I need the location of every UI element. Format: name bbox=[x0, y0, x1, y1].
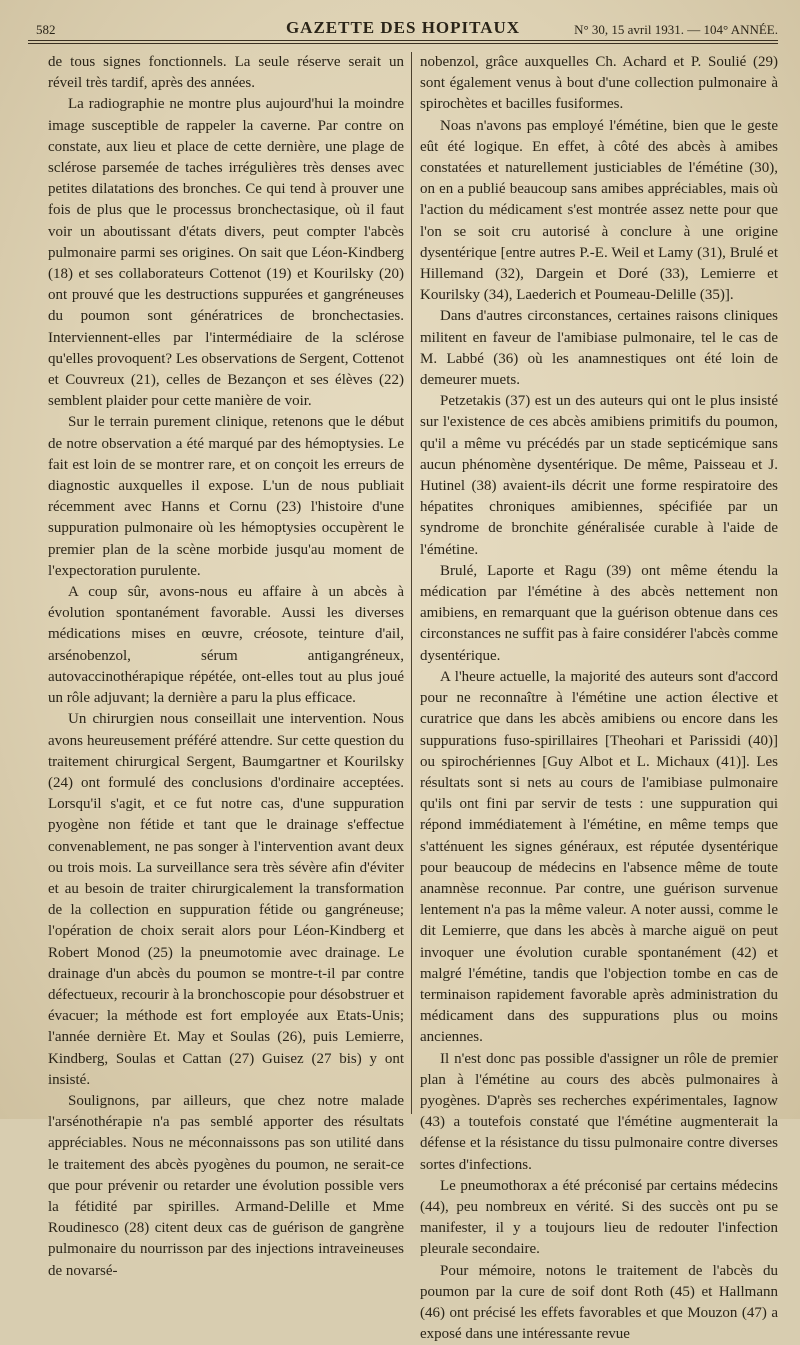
paragraph: Noas n'avons pas employé l'émétine, bien que le geste eût été logique. En effet, à côté des abcès à amibes constatées et naturellement justiciables de l'émétine (30), on en a publié beaucoup sans amibes appréciables, mais où l'action du médicament s'est montrée assez nette pour que l'on se soit cru autorisé à conclure à une origine dysentérique [entre autres P.-E. Weil et Lamy (31), Brulé et Hillemand (32), Dargein et Doré (33), Lemierre et Kourilsky (34), Laederich et Poumeau-Delille (35)]. bbox=[420, 117, 778, 304]
paragraph: Brulé, Laporte et Ragu (39) ont même étendu la médication par l'émétine à des abcès nettement non amibiens, en remarquant que la guérison obtenue dans ces circonstances ne suffit pas à faire considérer l'abcès comme dysentérique. bbox=[420, 562, 778, 664]
paragraph: A l'heure actuelle, la majorité des auteurs sont d'accord pour ne reconnaître à l'émétine une action élective et curatrice que dans les abcès amibiens ou encore dans les suppurations fuso-spirillaires [Theohari et Parissidi (40)] ou spirochériennes [Guy Albot et L. Michaux (41)]. Les résultats sont si nets au cours de l'amibiase pulmonaire qu'ils ont fini par servir de tests : une suppuration qui répond immédiatement à l'émétine, en même temps que s'atténuent les signes généraux, est réputée dysentérique pour beaucoup de médecins en l'absence même de toute anamnèse reconnue. Par contre, une guérison survenue lentement n'a pas la même valeur. A noter aussi, comme le dit Lemierre, que dans les abcès à marche aiguë on peut invoquer une évolution curable spontanément (42) et malgré l'émétine, tandis que l'objection tombe en cas de terminaison rapidement favorable après administration du médicament dans des suppurations plus ou moins anciennes. bbox=[420, 668, 778, 1046]
paragraph: Un chirurgien nous conseillait une intervention. Nous avons heureusement préféré attendre. Sur cette question du traitement chirurgical Sergent, Baumgartner et Kourilsky (24) ont formulé des conclusions d'ordinaire acceptées. Lorsqu'il s'agit, et ce fut notre cas, d'une suppuration pyogène non fétide et tant que le drainage s'effectue convenablement, ne pas songer à l'intervention avant deux ou trois mois. La surveillance sera très sévère afin d'éviter et au besoin de traiter chirurgicalement la transformation de la collection en suppuration fétide ou gangréneuse; l'opération de choix serait alors pour Léon-Kindberg et Robert Monod (25) la pneumotomie avec drainage. Le drainage d'un abcès du poumon se montre-t-il par contre défectueux, recourir à la bronchoscopie pour désobstruer et évacuer; la méthode est fort employée aux Etats-Unis; l'année dernière Et. May et Soulas (26), puis Lemierre, Kindberg, Soulas et Cattan (27) Guisez (27 bis) y ont insisté. bbox=[48, 711, 404, 1088]
column-divider bbox=[411, 52, 412, 1114]
paragraph: Il n'est donc pas possible d'assigner un rôle de premier plan à l'émétine au cours des abcès pulmonaires à pyogènes. D'après ses recherches expérimentales, Iagnow (43) a toutefois constaté que l'émétine augmenterait la défense et la résistance du tissu pulmonaire contre diverses sortes d'infections. bbox=[420, 1050, 778, 1173]
paragraph: de tous signes fonctionnels. La seule réserve serait un réveil très tardif, après des années. bbox=[48, 54, 404, 92]
paragraph: A coup sûr, avons-nous eu affaire à un abcès à évolution spontanément favorable. Aussi les diverses médications mises en œuvre, créosote, teinture d'ail, arsénobenzol, sérum antigangréneux, autovaccinothérapique répétée, ont-elles tout au plus joué un rôle adjuvant; la dernière a paru la plus efficace. bbox=[48, 584, 404, 707]
paragraph: Petzetakis (37) est un des auteurs qui ont le plus insisté sur l'existence de ces abcès amibiens primitifs du poumon, qu'il a même vu précédés par un stade septicémique sans aucun phénomène dysentérique. De même, Paisseau et J. Hutinel (38) avaient-ils décrit une forme respiratoire des hépatites chroniques amibiennes, spécifiée par un syndrome de bronchite généralisée curable à l'aide de l'émétine. bbox=[420, 393, 778, 558]
paragraph: Sur le terrain purement clinique, retenons que le début de notre observation a été marqué par des hémoptysies. Le fait est loin de se montrer rare, et on conçoit les erreurs de diagnostic auxquelles il expose. L'un de nous publiait récemment avec Hanns et Cornu (23) l'histoire d'une suppuration pulmonaire où les hémoptysies occupèrent le premier plan de la scène morbide jusqu'au moment de l'expectoration purulente. bbox=[48, 414, 404, 579]
paragraph: Dans d'autres circonstances, certaines raisons cliniques militent en faveur de l'amibiase pulmonaire, tel le cas de M. Labbé (36) où les anamnestiques ont été loin de demeurer muets. bbox=[420, 308, 778, 389]
header-rule bbox=[28, 40, 778, 41]
journal-title: GAZETTE DES HOPITAUX bbox=[285, 18, 521, 37]
page-header bbox=[28, 14, 778, 40]
right-column bbox=[420, 52, 778, 1343]
left-column bbox=[48, 52, 404, 1279]
paragraph: Le pneumothorax a été préconisé par certains médecins (44), peu nombreux en vérité. Si des succès ont pu se manifester, il y a toujours lieu de redouter l'infection pleurale secondaire. bbox=[420, 1177, 778, 1258]
issue-info: N° 30, 15 avril 1931. — 104° ANNÉE. bbox=[574, 22, 778, 37]
paragraph: La radiographie ne montre plus aujourd'hui la moindre image susceptible de rappeler la caverne. Par contre on constate, aux lieu et place de cette dernière, une plage de sclérose parsemée de taches irrégulières très denses avec petites dilatations des bronches. Ce qui tend à prouver une fois de plus que le processus bronchectasique, où il faut voir un aboutissant d'états divers, peut compter l'abcès pulmonaire parmi ses origines. On sait que Léon-Kindberg (18) et ses collaborateurs Cottenot (19) et Kourilsky (20) ont prouvé que les destructions suppurées et gangréneuses du poumon sont génératrices de bronchectasies. Interviennent-elles par l'intermédiaire de la sclérose qu'elles provoquent? Les observations de Sergent, Cottenot et Couvreux (21), celles de Bezançon et ses élèves (22) semblent plaider pour cette manière de voir. bbox=[48, 96, 404, 410]
header-rule-double bbox=[28, 43, 778, 44]
page-number: 582 bbox=[36, 22, 56, 37]
paragraph: nobenzol, grâce auxquelles Ch. Achard et P. Soulié (29) sont également venus à bout d'une collection pulmonaire à spirochètes et bacilles fusiformes. bbox=[420, 54, 778, 113]
paragraph: Soulignons, par ailleurs, que chez notre malade l'arsénothérapie n'a pas semblé apporter des résultats appréciables. Nous ne méconnaissons pas son utilité dans le traitement des abcès pyogènes du poumon, ne serait-ce que pour prévenir ou retarder une évolution possible vers la fétidité par spirilles. Armand-Delille et Mme Roudinesco (28) citent deux cas de guérison de gangrène pulmonaire du nourrisson par des injections intraveineuses de novarsé- bbox=[48, 1092, 404, 1279]
paragraph: Pour mémoire, notons le traitement de l'abcès du poumon par la cure de soif dont Roth (45) et Hallmann (46) ont précisé les effets favorables et que Mouzon (47) a exposé dans une intéressante revue bbox=[420, 1262, 778, 1343]
